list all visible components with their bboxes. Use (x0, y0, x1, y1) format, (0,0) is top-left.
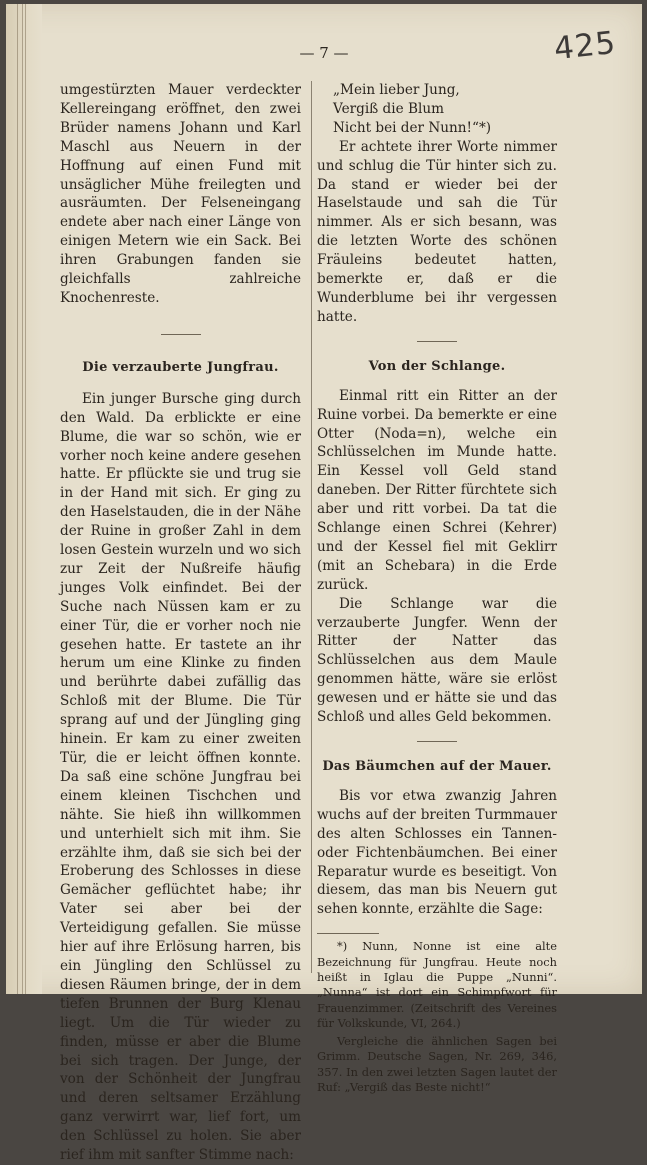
binding-edge (6, 4, 42, 994)
footnote-rule (317, 933, 379, 934)
binding-line (17, 4, 18, 994)
story-heading: Die verzauberte Jungfrau. (82, 359, 279, 375)
tree-heading: Das Bäumchen auf der Mauer. (322, 759, 552, 774)
binding-line (25, 4, 26, 994)
snake-paragraph-1: Einmal ritt ein Ritter an der Ruine vorbei. Da bemerkte er eine Otter (Noda=n), welche ein Schlüsselchen im Munde hatte. Ein Kessel voll Geld stand daneben. Der Ritter fürchtete sich aber und ritt vorbei. Da tat die Schlange einen Schrei (Kehrer) und der Kessel fiel mit Geklirr (mit an Schebara) in die Erde zurück. (317, 387, 557, 593)
footnote-1: *) Nunn, Nonne ist eine alte Bezeichnung für Jungfrau. Heute noch heißt in Iglau die Puppe „Nunni“. „Nunna“ ist dort ein Schimpfwort für Frauenzimmer. (Zeitschrift des Vereines für Volkskunde, VI, 264.) (317, 939, 557, 1031)
right-column (317, 81, 557, 1095)
section-separator (161, 334, 201, 335)
book-page (6, 4, 642, 1164)
story-paragraph: Ein junger Bursche ging durch den Wald. Da erblickte er eine Blume, die war so schön, wie er vorher noch keine andere gesehen hatte. Er pflückte sie und trug sie in der Hand mit sich. Er ging zu den Haselstauden, die in der Nähe der Ruine in großer Zahl in dem losen Gestein wurzeln und wo sich zur Zeit der Nußreife häufig junges Volk einfindet. Bei der Suche nach Nüssen kam er zu einer Tür, die er vorher noch nie gesehen hatte. Er tastete an ihr herum um eine Klinke zu finden und berührte dabei zufällig das Schloß mit der Blume. Die Tür sprang auf und der Jüngling ging hinein. Er kam zu einer zweiten Tür, die er leicht öffnen konnte. Da saß eine schöne Jungfrau bei einem kleinen Tischchen und nähte. Sie hieß ihn willkommen und unterhielt sich mit ihm. Sie erzählte ihm, daß sie sich bei der Eroberung des Schlosses in diese Gemächer geflüchtet habe; ihr Vater sei aber bei der Verteidigung gefallen. Sie müsse hier auf ihre Erlösung harren, bis ein Jüngling den Schlüssel zu diesen Räumen bringe, der in dem tiefen Brunnen der Burg Klenau liegt. Um die Tür wieder zu finden, müsse er aber die Blume bei sich tragen. Der Junge, der von der Schönheit der Jungfrau und deren seltsamer Erzählung ganz verwirrt war, lief fort, um den Schlüssel zu holen. Sie aber rief ihm mit sanfter Stimme nach: (60, 390, 301, 1164)
tree-paragraph: Bis vor etwa zwanzig Jahren wuchs auf der breiten Turmmauer des alten Schlosses ein Tannen- oder Fichtenbäumchen. Bei einer Reparatur wurde es beseitigt. Von diesem, das man bis Neuern gut sehen konnte, erzählte die Sage: (317, 787, 557, 918)
verse-line: Vergiß die Blum (333, 100, 444, 117)
section-separator (417, 341, 457, 342)
verse-line: „Mein lieber Jung, (333, 82, 460, 98)
verse-line: Nicht bei der Nunn!“*) (333, 119, 492, 136)
intro-paragraph: umgestürzten Mauer verdeckter Kellereingang eröffnet, den zwei Brüder namens Johann und Karl Maschl aus Neuern in der Hoffnung auf einen Fund mit unsäglicher Mühe freilegten und ausräumten. Der Felseneingang endete aber nach einer Länge von einigen Metern wie ein Sack. Bei ihren Grabungen fanden sie gleichfalls zahlreiche Knochenreste. (60, 82, 301, 306)
snake-paragraph-2: Die Schlange war die verzauberte Jungfer. Wenn der Ritter der Natter das Schlüsselchen aus dem Maule genommen hätte, wäre sie erlöst gewesen und er hätte sie und das Schloß und alles Geld bekommen. (317, 595, 557, 726)
column-divider (311, 81, 312, 973)
story-end-paragraph: Er achtete ihrer Worte nimmer und schlug die Tür hinter sich zu. Da stand er wieder bei der Haselstaude und sah die Tür nimmer. Als er sich besann, was die letzten Worte des schönen Fräuleins bedeutet hatten, bemerkte er, daß er die Wunderblume bei ihr vergessen hatte. (317, 138, 557, 325)
left-column (60, 81, 301, 1165)
snake-heading: Von der Schlange. (368, 358, 506, 374)
binding-line (22, 4, 23, 994)
verse-block (317, 81, 557, 138)
footnote-2: Vergleiche die ähnlichen Sagen bei Grimm. Deutsche Sagen, Nr. 269, 346, 357. In den zwei letzten Sagen lautet der Ruf: „Vergiß das Beste nicht!“ (317, 1033, 557, 1094)
section-separator (417, 741, 457, 742)
handwritten-page-number: 425 (552, 24, 618, 68)
page-number: — 7 — (299, 44, 349, 62)
